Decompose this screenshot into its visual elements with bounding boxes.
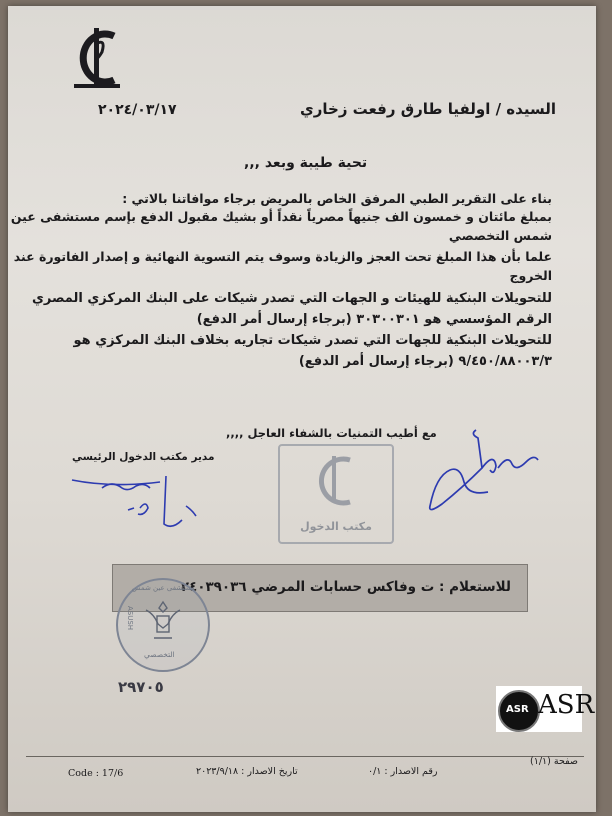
signatory-title: مدير مكتب الدخول الرئيسي xyxy=(72,451,215,463)
letter-date: ٢٠٢٤/٠٣/١٧ xyxy=(98,102,177,118)
body-line: للتحويلات البنكية للهيئات و الجهات التي تصدر شيكات على البنك المركزي المصري xyxy=(32,291,552,306)
footer-divider xyxy=(26,756,584,757)
round-stamp-bottom-text: التخصصي xyxy=(144,650,175,659)
left-signature-icon xyxy=(66,466,216,536)
eagle-emblem-icon xyxy=(142,598,184,644)
body-line: للتحويلات البنكية للجهات التي تصدر شيكات تجاريه بخلاف البنك المركزي هو xyxy=(73,333,552,348)
stamp-number: ٢٩٧٠٥ xyxy=(118,678,164,696)
closing-text: مع أطيب التمنيات بالشفاء العاجل ,,,, xyxy=(226,426,437,440)
body-line: علما بأن هذا المبلغ تحت العجز والزيادة وسوف يتم التسوية النهائية و إصدار الفاتورة عند xyxy=(13,249,552,264)
body-line: الخروج xyxy=(509,268,552,283)
right-signature-icon xyxy=(416,424,546,522)
stamp-label: مكتب الدخول xyxy=(300,520,372,533)
asr-circle-text: ASR xyxy=(506,704,529,715)
body-line: ٩/٤٥٠/٨٨٠٠٣/٣ (برجاء إرسال أمر الدفع) xyxy=(298,354,552,369)
round-hospital-stamp xyxy=(116,578,210,672)
office-stamp xyxy=(278,444,394,544)
body-line: بمبلغ مائتان و خمسون الف جنيهاً مصرياً نقداً أو بشيك مقبول الدفع بإسم مستشفى عين xyxy=(10,209,552,224)
greeting: تحية طيبة وبعد ,,, xyxy=(244,155,368,171)
inquiry-text: للاستعلام : ت وفاكس حسابات المرضي ٢٤٠٣٩٠٣٦ xyxy=(180,579,511,595)
footer-issue-number: رقم الاصدار : ٠/١ xyxy=(368,766,438,777)
footer-page: صفحة (١/١) xyxy=(530,756,578,767)
recipient-name: السيده / اولفيا طارق رفعت زخاري xyxy=(300,100,556,118)
stamp-emblem-icon xyxy=(280,446,392,516)
document-page xyxy=(8,6,596,812)
body-line: بناء على التقرير الطبي المرفق الخاص بالمريض برجاء موافاتنا بالاتي : xyxy=(122,191,552,206)
asr-big-text: ASR xyxy=(538,690,595,720)
footer-issue-date: تاريخ الاصدار : ٢٠٢٣/٩/١٨ xyxy=(196,766,298,777)
round-stamp-top-text: مستشفى عين شمس xyxy=(132,584,195,592)
hospital-logo-icon xyxy=(64,22,132,92)
asr-circle-icon xyxy=(498,690,540,732)
body-line: الرقم المؤسسي هو ٣٠٣٠٠٣٠١ (برجاء إرسال أمر الدفع) xyxy=(196,312,552,327)
footer-code: Code : 17/6 xyxy=(68,768,124,779)
body-line: شمس التخصصي xyxy=(448,228,552,243)
asr-logo xyxy=(496,686,595,732)
round-stamp-english: ASUSH xyxy=(126,605,135,631)
